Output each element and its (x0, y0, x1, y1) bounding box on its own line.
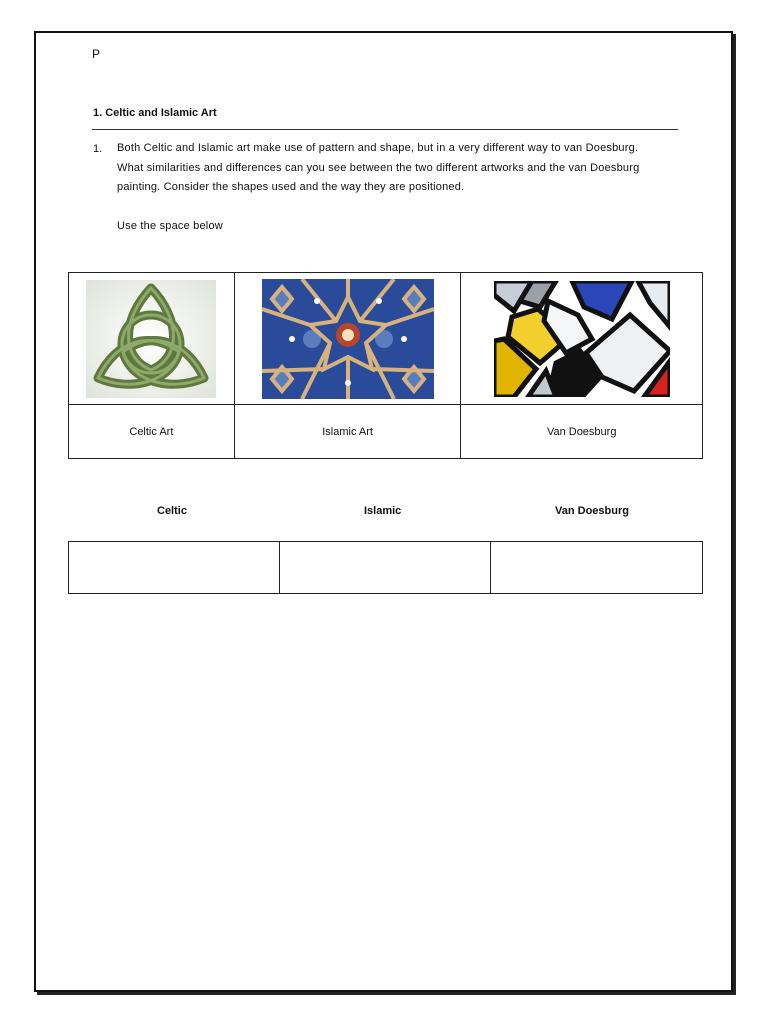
doesburg-image-cell (461, 273, 703, 405)
comparison-headers (68, 505, 703, 525)
header-van-doesburg: Van Doesburg (555, 505, 629, 517)
question-number: 1. (93, 143, 103, 155)
islamic-image-cell (234, 273, 461, 405)
van-doesburg-label: Van Doesburg (461, 405, 703, 459)
question-instruction: Use the space below (117, 220, 223, 232)
question-line-1: Both Celtic and Islamic art make use of pattern and shape, but in a very different way to van Doesburg. (117, 142, 639, 154)
artwork-table (68, 272, 703, 459)
answer-table (68, 541, 703, 594)
van-doesburg-painting-image (494, 281, 670, 397)
celtic-art-label: Celtic Art (69, 405, 235, 459)
answer-cell-islamic[interactable] (279, 542, 491, 594)
islamic-art-label: Islamic Art (234, 405, 461, 459)
header-celtic: Celtic (157, 505, 187, 517)
question-line-2: What similarities and differences can you see between the two different artworks and the van Doesburg painting. Consider the shapes used and the way they are positioned. (117, 161, 640, 193)
title-divider (92, 129, 678, 130)
celtic-image-cell (69, 273, 235, 405)
section-title: 1. Celtic and Islamic Art (93, 107, 217, 119)
header-mark: P (92, 47, 101, 61)
triquetra-image (86, 280, 216, 398)
header-islamic: Islamic (364, 505, 402, 517)
answer-cell-celtic[interactable] (69, 542, 280, 594)
islamic-pattern-image (262, 279, 434, 399)
document-page (34, 31, 733, 992)
answer-cell-van-doesburg[interactable] (491, 542, 703, 594)
question-text (117, 139, 657, 237)
